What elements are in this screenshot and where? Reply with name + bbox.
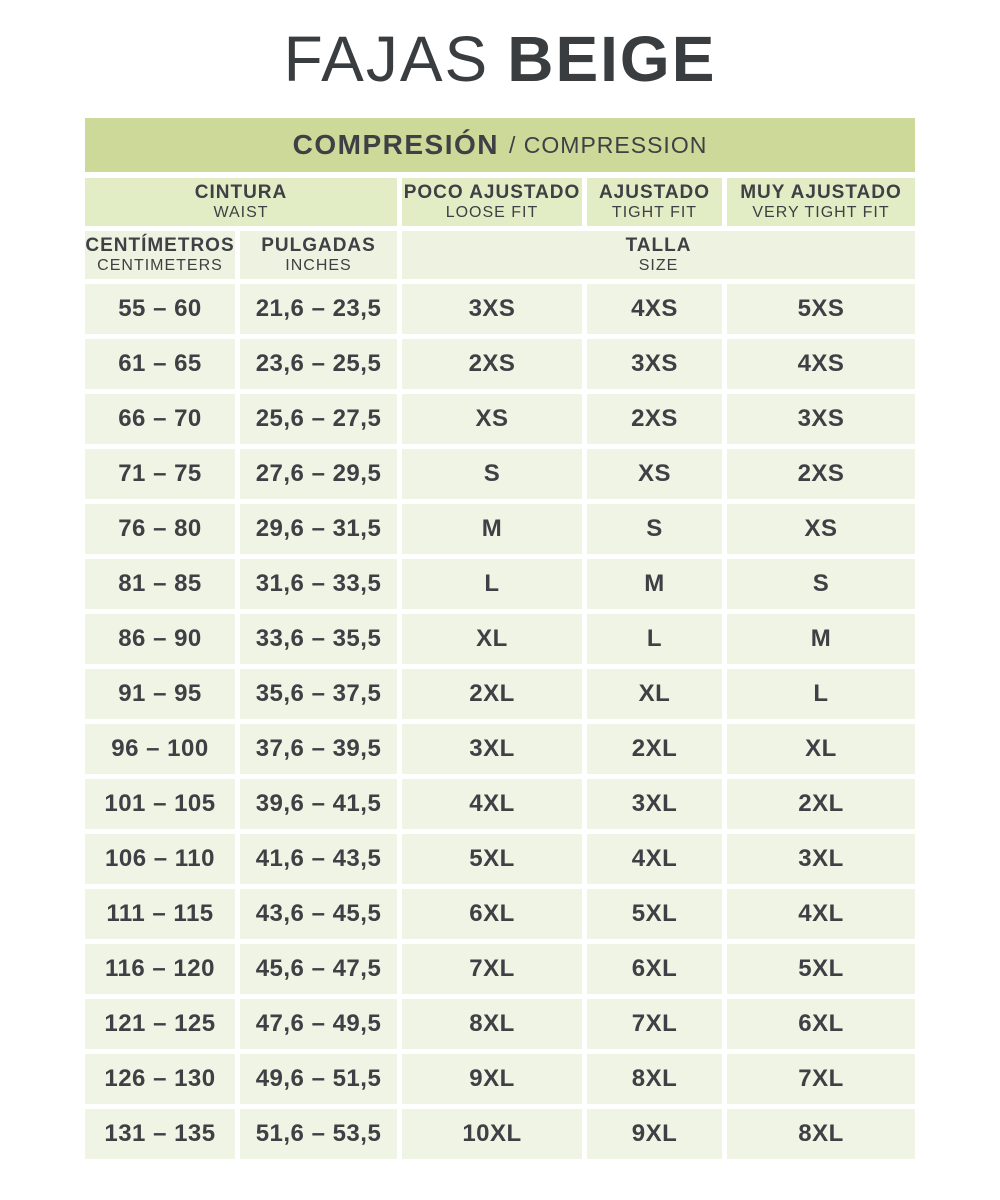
cell-very-tight-fit-size: 4XS <box>727 339 915 389</box>
cell-loose-fit-size: 9XL <box>402 1054 582 1104</box>
table-row <box>85 669 915 719</box>
cell-tight-fit-size: 3XS <box>587 339 722 389</box>
table-row <box>85 834 915 884</box>
cell-loose-fit-size: S <box>402 449 582 499</box>
title-variant: BEIGE <box>507 23 717 95</box>
cell-loose-fit-size: XS <box>402 394 582 444</box>
cell-centimeters-range: 126 – 130 <box>85 1054 235 1104</box>
cell-loose-fit-size: 5XL <box>402 834 582 884</box>
compression-header-bar <box>85 118 915 172</box>
cell-inches-range: 31,6 – 33,5 <box>240 559 397 609</box>
cell-very-tight-fit-size: 2XL <box>727 779 915 829</box>
header-size <box>402 231 915 279</box>
cell-loose-fit-size: 4XL <box>402 779 582 829</box>
cell-loose-fit-size: 2XS <box>402 339 582 389</box>
cell-loose-fit-size: 7XL <box>402 944 582 994</box>
cell-centimeters-range: 81 – 85 <box>85 559 235 609</box>
header-loose-fit-en: LOOSE FIT <box>445 203 539 221</box>
cell-tight-fit-size: M <box>587 559 722 609</box>
header-inches <box>240 231 397 279</box>
header-waist <box>85 178 397 226</box>
cell-tight-fit-size: 2XS <box>587 394 722 444</box>
cell-inches-range: 39,6 – 41,5 <box>240 779 397 829</box>
cell-very-tight-fit-size: M <box>727 614 915 664</box>
table-row <box>85 889 915 939</box>
cell-very-tight-fit-size: L <box>727 669 915 719</box>
header-tight-fit <box>587 178 722 226</box>
cell-tight-fit-size: XS <box>587 449 722 499</box>
cell-centimeters-range: 106 – 110 <box>85 834 235 884</box>
cell-loose-fit-size: 10XL <box>402 1109 582 1159</box>
table-row <box>85 449 915 499</box>
cell-tight-fit-size: S <box>587 504 722 554</box>
cell-centimeters-range: 91 – 95 <box>85 669 235 719</box>
header-inches-es: PULGADAS <box>261 234 376 256</box>
cell-very-tight-fit-size: 3XL <box>727 834 915 884</box>
table-row <box>85 504 915 554</box>
cell-inches-range: 23,6 – 25,5 <box>240 339 397 389</box>
header-very-tight-fit-en: VERY TIGHT FIT <box>752 203 890 221</box>
header-centimeters <box>85 231 235 279</box>
header-centimeters-en: CENTIMETERS <box>97 256 223 274</box>
cell-inches-range: 41,6 – 43,5 <box>240 834 397 884</box>
compression-label-en: / COMPRESSION <box>509 131 708 158</box>
table-row <box>85 1054 915 1104</box>
cell-inches-range: 35,6 – 37,5 <box>240 669 397 719</box>
page-title <box>0 0 1000 118</box>
cell-tight-fit-size: 6XL <box>587 944 722 994</box>
cell-centimeters-range: 121 – 125 <box>85 999 235 1049</box>
cell-centimeters-range: 71 – 75 <box>85 449 235 499</box>
header-very-tight-fit-es: MUY AJUSTADO <box>740 181 902 203</box>
cell-very-tight-fit-size: XS <box>727 504 915 554</box>
cell-very-tight-fit-size: 6XL <box>727 999 915 1049</box>
cell-centimeters-range: 131 – 135 <box>85 1109 235 1159</box>
cell-loose-fit-size: L <box>402 559 582 609</box>
cell-inches-range: 51,6 – 53,5 <box>240 1109 397 1159</box>
header-inches-en: INCHES <box>285 256 352 274</box>
cell-very-tight-fit-size: 2XS <box>727 449 915 499</box>
header-tight-fit-en: TIGHT FIT <box>611 203 698 221</box>
cell-inches-range: 29,6 – 31,5 <box>240 504 397 554</box>
compression-label-es: COMPRESIÓN <box>292 129 500 160</box>
table-row <box>85 614 915 664</box>
sub-header-row <box>85 231 915 279</box>
size-table-body <box>85 284 915 1159</box>
table-row <box>85 779 915 829</box>
cell-very-tight-fit-size: 7XL <box>727 1054 915 1104</box>
header-very-tight-fit <box>727 178 915 226</box>
cell-loose-fit-size: 3XS <box>402 284 582 334</box>
cell-loose-fit-size: M <box>402 504 582 554</box>
cell-inches-range: 47,6 – 49,5 <box>240 999 397 1049</box>
cell-tight-fit-size: 5XL <box>587 889 722 939</box>
cell-very-tight-fit-size: 5XS <box>727 284 915 334</box>
cell-tight-fit-size: 4XL <box>587 834 722 884</box>
cell-tight-fit-size: 2XL <box>587 724 722 774</box>
table-row <box>85 394 915 444</box>
cell-tight-fit-size: 9XL <box>587 1109 722 1159</box>
cell-inches-range: 33,6 – 35,5 <box>240 614 397 664</box>
cell-centimeters-range: 116 – 120 <box>85 944 235 994</box>
header-centimeters-es: CENTÍMETROS <box>85 234 235 256</box>
cell-loose-fit-size: 8XL <box>402 999 582 1049</box>
header-loose-fit <box>402 178 582 226</box>
cell-centimeters-range: 101 – 105 <box>85 779 235 829</box>
header-size-es: TALLA <box>625 234 692 256</box>
cell-tight-fit-size: 4XS <box>587 284 722 334</box>
cell-tight-fit-size: 7XL <box>587 999 722 1049</box>
column-header-row <box>85 178 915 226</box>
cell-tight-fit-size: 8XL <box>587 1054 722 1104</box>
table-row <box>85 944 915 994</box>
cell-centimeters-range: 55 – 60 <box>85 284 235 334</box>
cell-very-tight-fit-size: XL <box>727 724 915 774</box>
cell-inches-range: 49,6 – 51,5 <box>240 1054 397 1104</box>
cell-loose-fit-size: 2XL <box>402 669 582 719</box>
cell-centimeters-range: 61 – 65 <box>85 339 235 389</box>
table-row <box>85 999 915 1049</box>
cell-loose-fit-size: XL <box>402 614 582 664</box>
size-chart-table <box>85 118 915 1164</box>
cell-inches-range: 37,6 – 39,5 <box>240 724 397 774</box>
cell-centimeters-range: 66 – 70 <box>85 394 235 444</box>
header-loose-fit-es: POCO AJUSTADO <box>403 181 581 203</box>
table-row <box>85 724 915 774</box>
cell-inches-range: 21,6 – 23,5 <box>240 284 397 334</box>
cell-very-tight-fit-size: 8XL <box>727 1109 915 1159</box>
header-size-en: SIZE <box>638 256 679 274</box>
header-waist-en: WAIST <box>213 203 269 221</box>
cell-very-tight-fit-size: 5XL <box>727 944 915 994</box>
cell-very-tight-fit-size: 3XS <box>727 394 915 444</box>
cell-tight-fit-size: L <box>587 614 722 664</box>
cell-centimeters-range: 76 – 80 <box>85 504 235 554</box>
cell-inches-range: 43,6 – 45,5 <box>240 889 397 939</box>
cell-inches-range: 25,6 – 27,5 <box>240 394 397 444</box>
cell-centimeters-range: 86 – 90 <box>85 614 235 664</box>
table-row <box>85 559 915 609</box>
cell-tight-fit-size: XL <box>587 669 722 719</box>
cell-tight-fit-size: 3XL <box>587 779 722 829</box>
table-row <box>85 1109 915 1159</box>
cell-loose-fit-size: 3XL <box>402 724 582 774</box>
cell-inches-range: 45,6 – 47,5 <box>240 944 397 994</box>
cell-very-tight-fit-size: S <box>727 559 915 609</box>
table-row <box>85 284 915 334</box>
cell-inches-range: 27,6 – 29,5 <box>240 449 397 499</box>
title-brand: FAJAS <box>283 23 490 95</box>
cell-loose-fit-size: 6XL <box>402 889 582 939</box>
table-row <box>85 339 915 389</box>
header-waist-es: CINTURA <box>194 181 288 203</box>
cell-very-tight-fit-size: 4XL <box>727 889 915 939</box>
cell-centimeters-range: 111 – 115 <box>85 889 235 939</box>
header-tight-fit-es: AJUSTADO <box>598 181 711 203</box>
cell-centimeters-range: 96 – 100 <box>85 724 235 774</box>
